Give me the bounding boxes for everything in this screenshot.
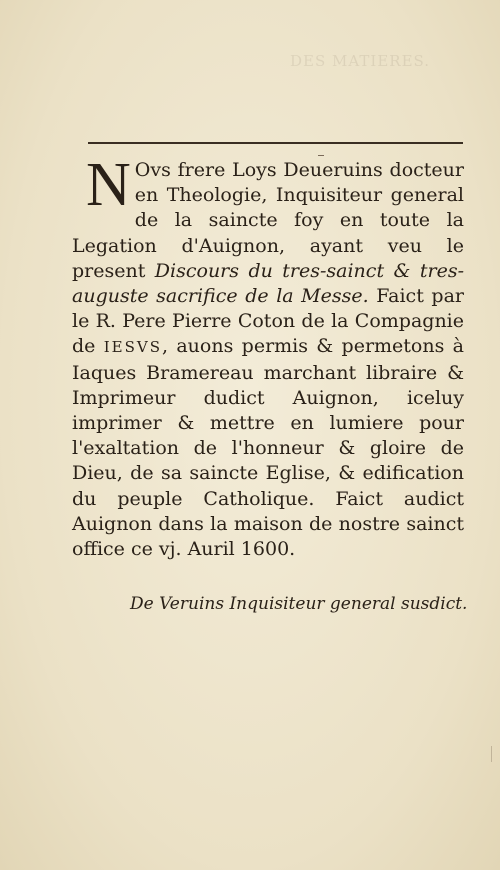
signature-line: De Veruins Inquisiteur general susdict. bbox=[130, 594, 468, 614]
header-rule bbox=[88, 142, 463, 144]
approbation-paragraph bbox=[72, 151, 464, 562]
book-title-italic: Discours du tres-sainct & tres-auguste sacrifice de la Messe. bbox=[72, 259, 464, 308]
text-segment: Ovs frere Loys Deueruins docteur en Theologie, Inquisiteur general de la saincte foy en toute la Legation d'Auignon, ayant veu le present bbox=[72, 159, 464, 282]
jesus-small-caps: IESVS bbox=[103, 338, 162, 357]
drop-cap: N bbox=[86, 151, 131, 219]
text-segment: , auons permis & permetons à Iaques Bramereau marchant libraire & Imprimeur dudict Auignon, iceluy imprimer & mettre en lumiere pour l'exaltation de l'honneur & gloire de Dieu, de sa saincte Eglise, & edification du peuple Catholique. Faict audict Auignon dans la maison de nostre sainct office ce vj. Auril 1600. bbox=[72, 335, 464, 561]
bleed-through-text: DES MATIERES. bbox=[290, 52, 431, 70]
margin-mark bbox=[481, 746, 492, 762]
rule-mark bbox=[318, 155, 324, 156]
approbation-text bbox=[72, 151, 464, 562]
text-segment: Faict par le R. Pere Pierre Coton de la Compagnie de bbox=[72, 285, 464, 358]
